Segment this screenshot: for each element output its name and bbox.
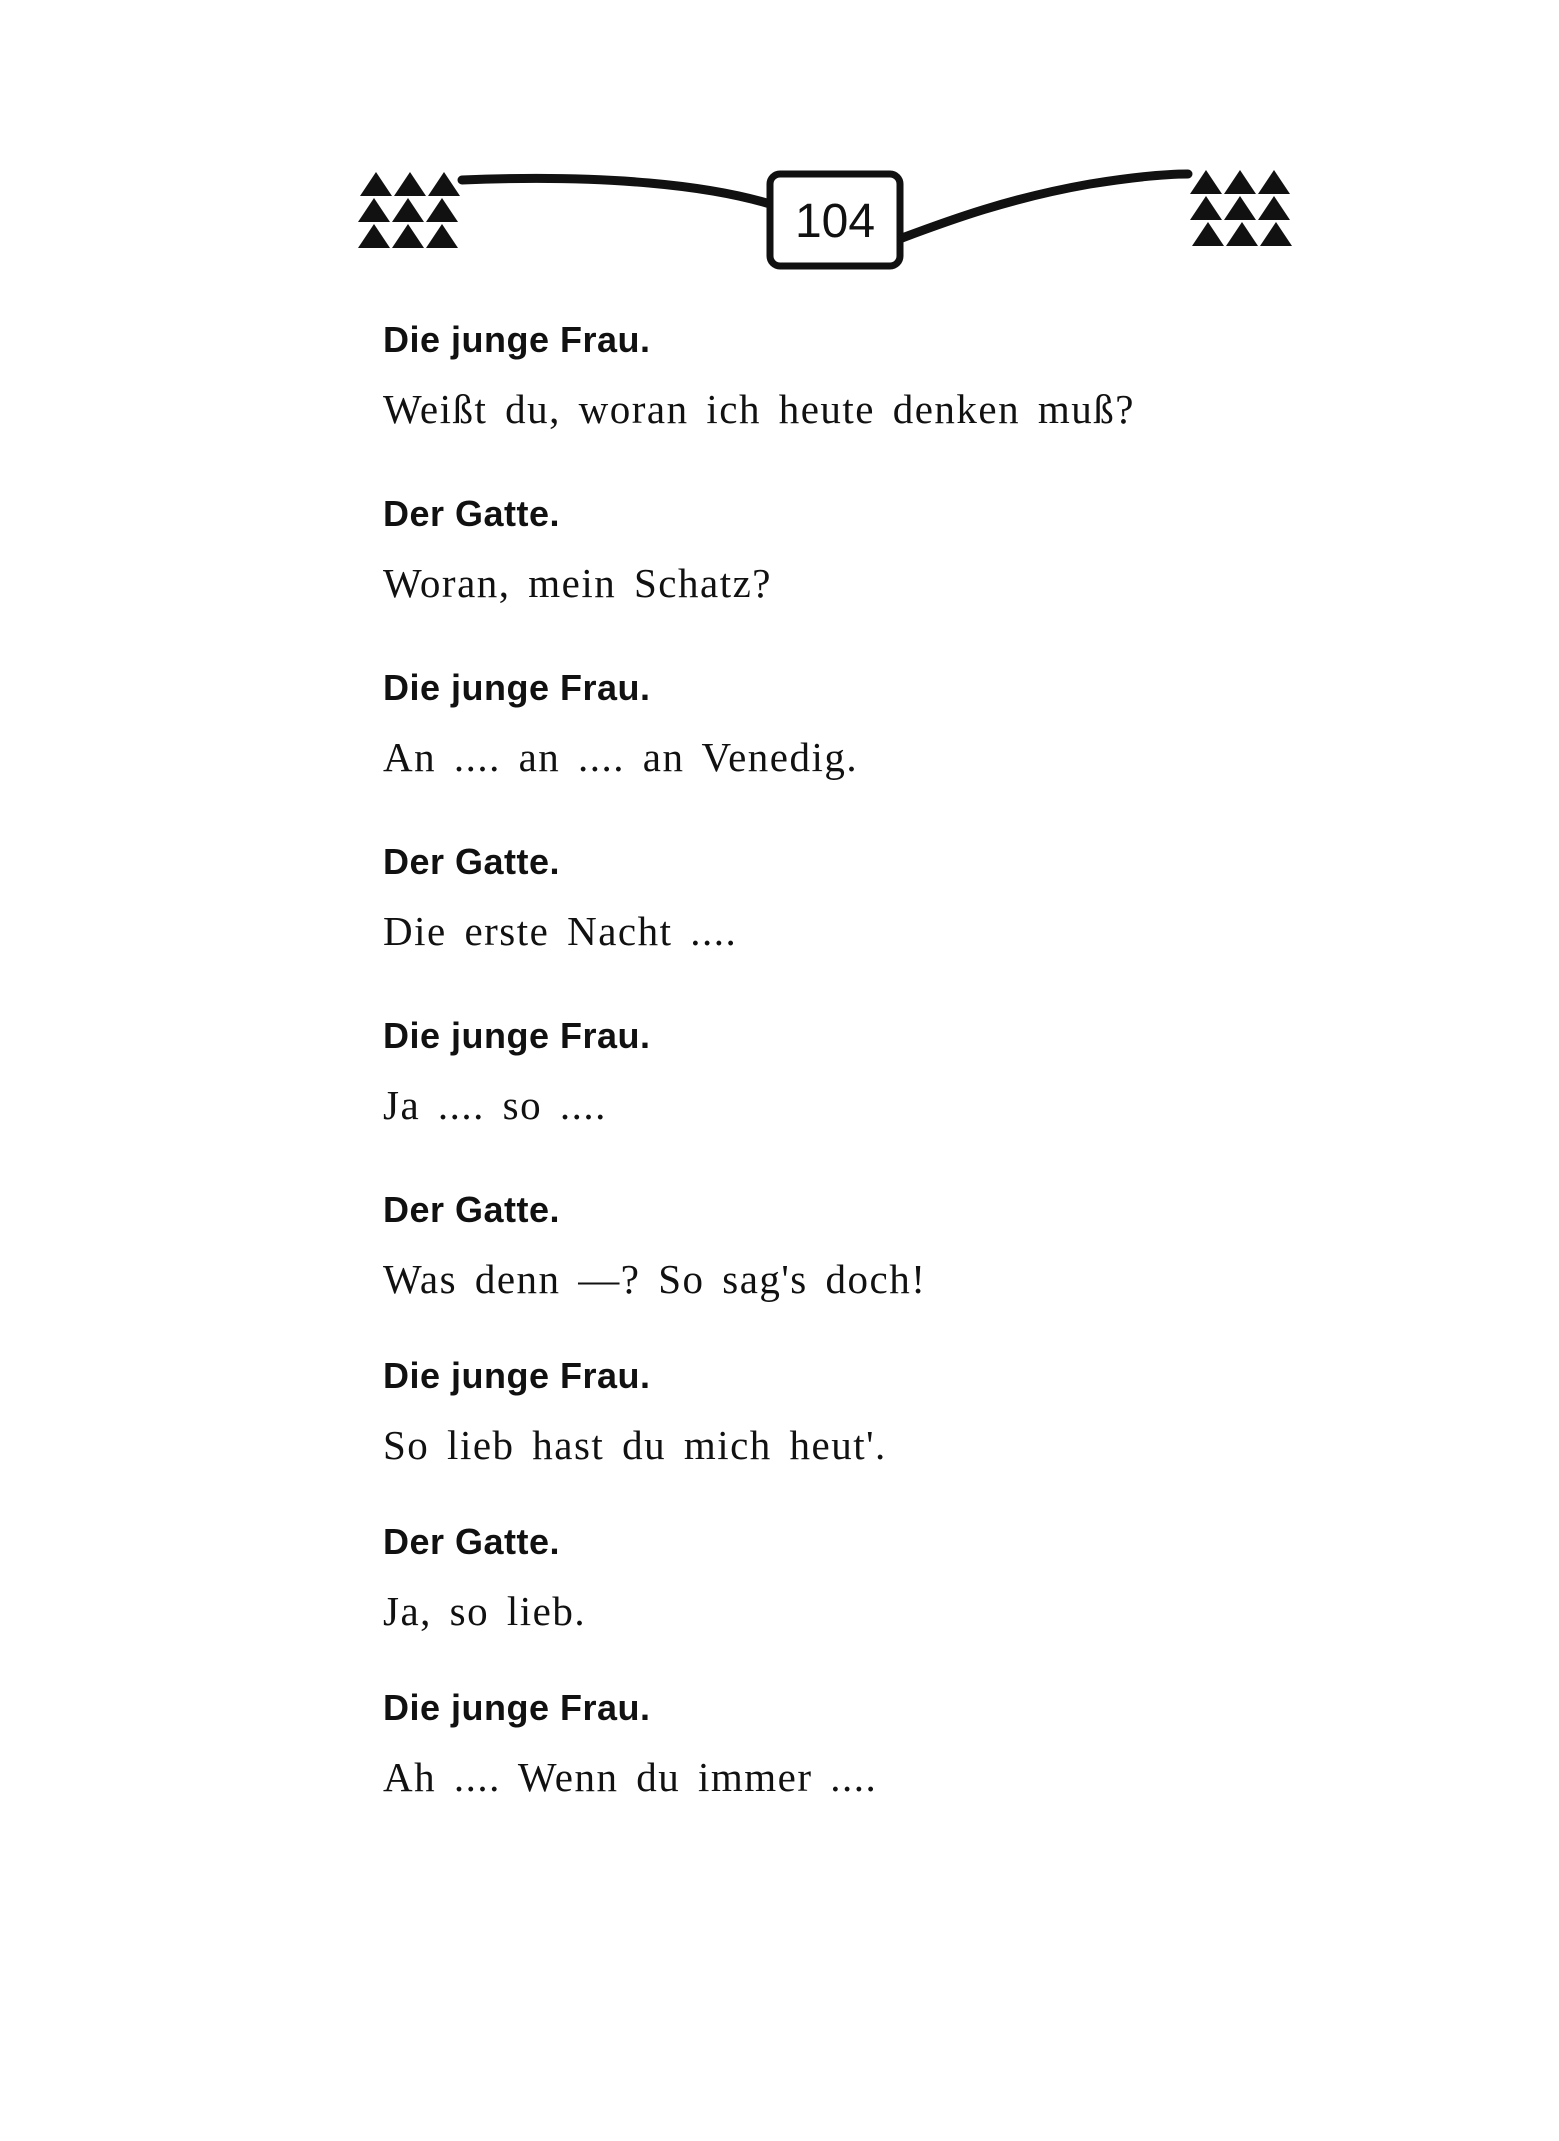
speaker-name: Die junge Frau. [383,1015,651,1056]
speaker-name: Die junge Frau. [383,1687,651,1728]
dialogue-line: Ah .... Wenn du immer .... [383,1754,878,1800]
speaker-name: Die junge Frau. [383,319,651,360]
dialogue-exchange [383,318,1383,492]
dialogue-line: Ja, so lieb. [383,1588,587,1634]
speaker-name: Die junge Frau. [383,667,651,708]
dialogue-line: Weißt du, woran ich heute denken muß? [383,386,1135,432]
right-swash-line [902,174,1188,238]
dialogue-exchange [383,1520,1383,1686]
speaker-name: Der Gatte. [383,841,561,882]
dialogue-line: An .... an .... an Venedig. [383,734,859,780]
speaker-name: Der Gatte. [383,493,561,534]
dialogue-line: Was denn —? So sag's doch! [383,1256,927,1302]
dialogue-line: So lieb hast du mich heut'. [383,1422,887,1468]
dialogue-exchange [383,1188,1383,1354]
dialogue-exchange [383,1686,1383,1852]
right-triangle-cluster-icon [1190,170,1292,246]
dialogue-exchange [383,1354,1383,1520]
page-number: 104 [794,195,876,248]
speaker-name: Der Gatte. [383,1521,561,1562]
dialogue-exchange [383,1014,1383,1188]
dialogue-line: Die erste Nacht .... [383,908,738,954]
dialogue-exchange [383,492,1383,666]
left-triangle-cluster-icon [358,172,460,248]
speaker-name: Der Gatte. [383,1189,561,1230]
dialogue-line: Ja .... so .... [383,1082,607,1128]
dialogue-exchange [383,840,1383,1014]
dialogue-block [383,318,1383,1852]
dialogue-line: Woran, mein Schatz? [383,560,772,606]
speaker-name: Die junge Frau. [383,1355,651,1396]
header-ornament [350,160,1310,280]
dialogue-exchange [383,666,1383,840]
